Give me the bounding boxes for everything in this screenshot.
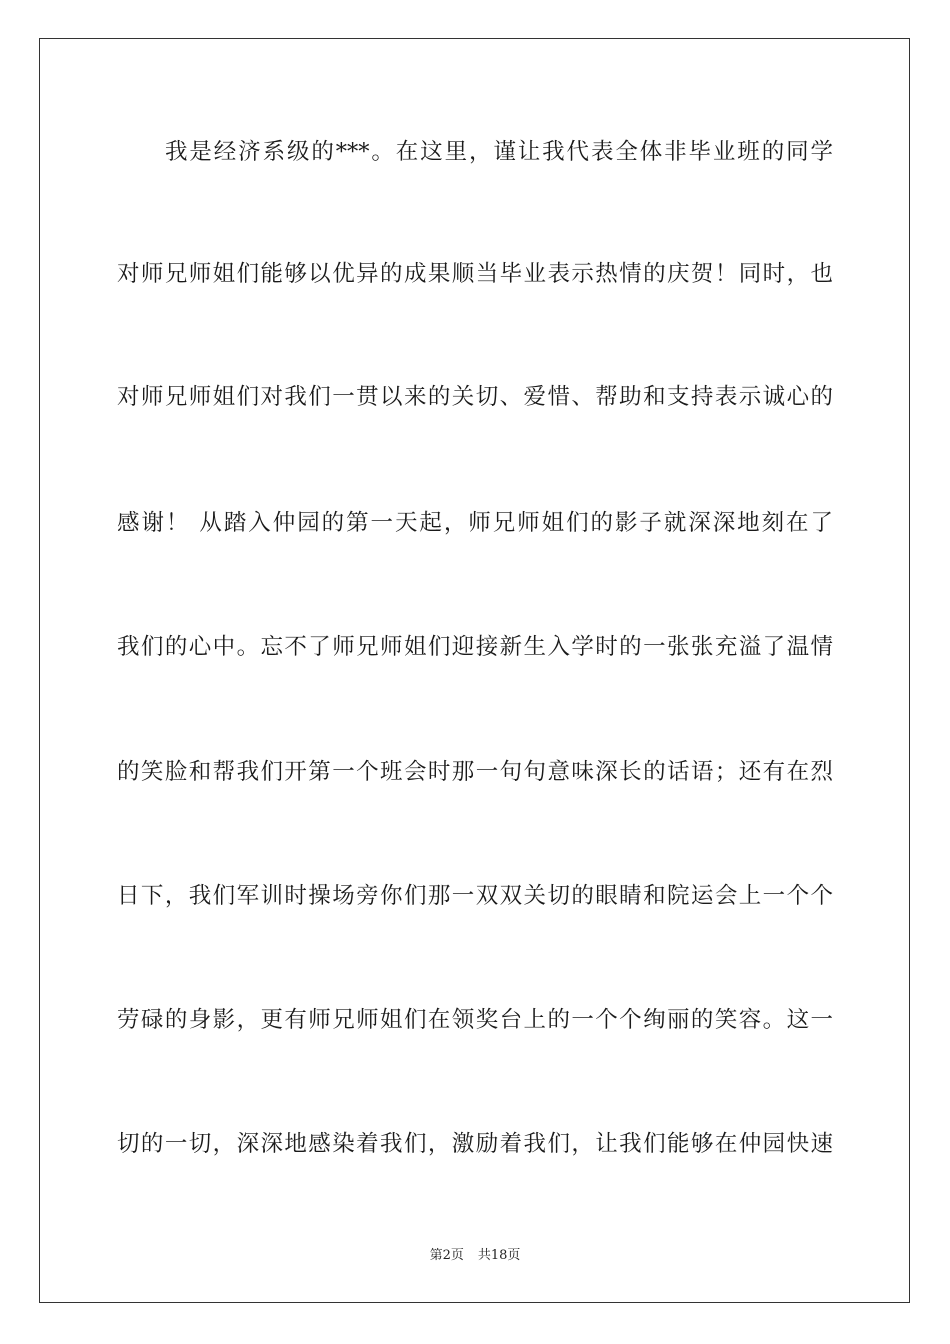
- paragraph-line-3: 对师兄师姐们对我们一贯以来的关切、爱惜、帮助和支持表示诚心的: [117, 384, 833, 410]
- paragraph-line-5: 我们的心中。忘不了师兄师姐们迎接新生入学时的一张张充溢了温情: [117, 634, 833, 660]
- paragraph-line-1: 我是经济系级的***。在这里，谨让我代表全体非毕业班的同学: [165, 139, 833, 165]
- page-border: [39, 38, 910, 1303]
- paragraph-line-7: 日下，我们军训时操场旁你们那一双双关切的眼睛和院运会上一个个: [117, 883, 833, 909]
- page-footer: [0, 1246, 950, 1266]
- total-pages: 共18页: [477, 1248, 521, 1263]
- paragraph-line-8: 劳碌的身影，更有师兄师姐们在领奖台上的一个个绚丽的笑容。这一: [117, 1007, 833, 1033]
- paragraph-line-6: 的笑脸和帮我们开第一个班会时那一句句意味深长的话语；还有在烈: [117, 759, 833, 785]
- paragraph-line-4: 感谢！ 从踏入仲园的第一天起，师兄师姐们的影子就深深地刻在了: [117, 510, 833, 536]
- paragraph-line-9: 切的一切，深深地感染着我们，激励着我们，让我们能够在仲园快速: [117, 1131, 833, 1157]
- paragraph-line-2: 对师兄师姐们能够以优异的成果顺当毕业表示热情的庆贺！同时，也: [117, 261, 833, 287]
- page-number: 第2页: [429, 1248, 464, 1263]
